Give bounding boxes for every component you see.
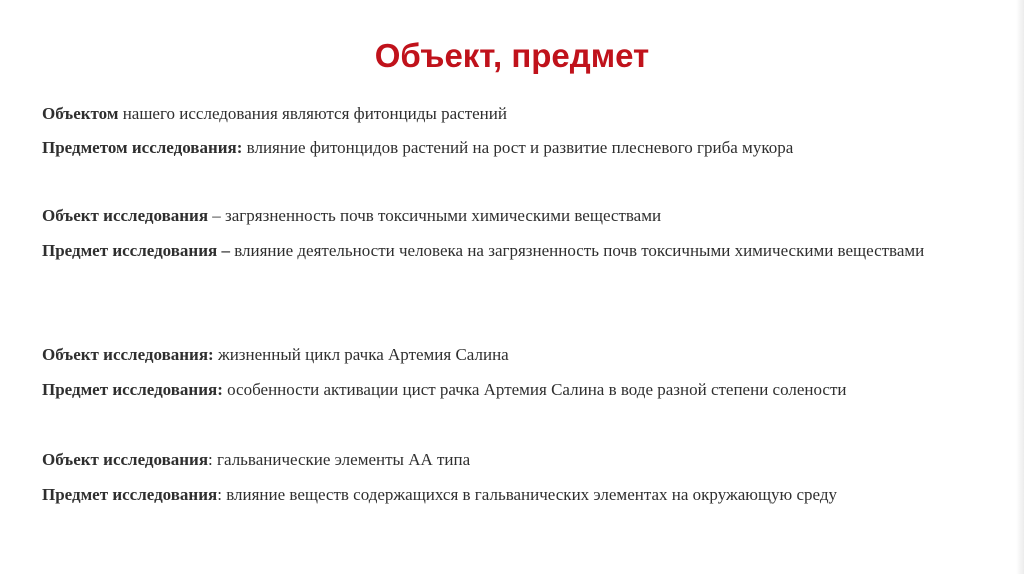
paragraph-text: особенности активации цист рачка Артемия Салина в воде разной степени солености — [222, 380, 847, 399]
subject-paragraph-1 — [42, 138, 998, 158]
slide-title: Объект, предмет — [374, 37, 650, 74]
object-paragraph-1 — [42, 104, 998, 124]
subject-paragraph-3 — [42, 380, 998, 400]
paragraph-text: нашего исследования являются фитонциды растений — [118, 104, 507, 123]
object-paragraph-3 — [42, 345, 998, 365]
subject-paragraph-4 — [42, 485, 998, 505]
paragraph-label: Предмет исследования: — [42, 380, 223, 399]
paragraph-text: – загрязненность почв токсичными химическими веществами — [208, 206, 662, 225]
object-paragraph-4 — [42, 450, 998, 470]
paragraph-text: : влияние веществ содержащихся в гальванических элементах на окружающую среду — [217, 485, 838, 504]
paragraph-label: Объект исследования: — [42, 345, 214, 364]
paragraph-text: жизненный цикл рачка Артемия Салина — [213, 345, 509, 364]
object-paragraph-2 — [42, 206, 998, 226]
paragraph-label: Предметом исследования: — [42, 138, 243, 157]
subject-paragraph-2 — [42, 234, 998, 267]
paragraph-label: Объект исследования — [42, 206, 209, 225]
paragraph-label: Объект исследования — [42, 450, 209, 469]
paragraph-text: влияние фитонцидов растений на рост и развитие плесневого гриба мукора — [242, 138, 794, 157]
paragraph-text: влияние деятельности человека на загрязненность почв токсичными химическими веществами — [229, 241, 925, 260]
paragraph-label: Объектом — [42, 104, 119, 123]
paragraph-label: Предмет исследования – — [42, 241, 230, 260]
slide-edge-shadow — [1016, 0, 1024, 574]
paragraph-label: Предмет исследования — [42, 485, 218, 504]
paragraph-text: : гальванические элементы АА типа — [208, 450, 471, 469]
